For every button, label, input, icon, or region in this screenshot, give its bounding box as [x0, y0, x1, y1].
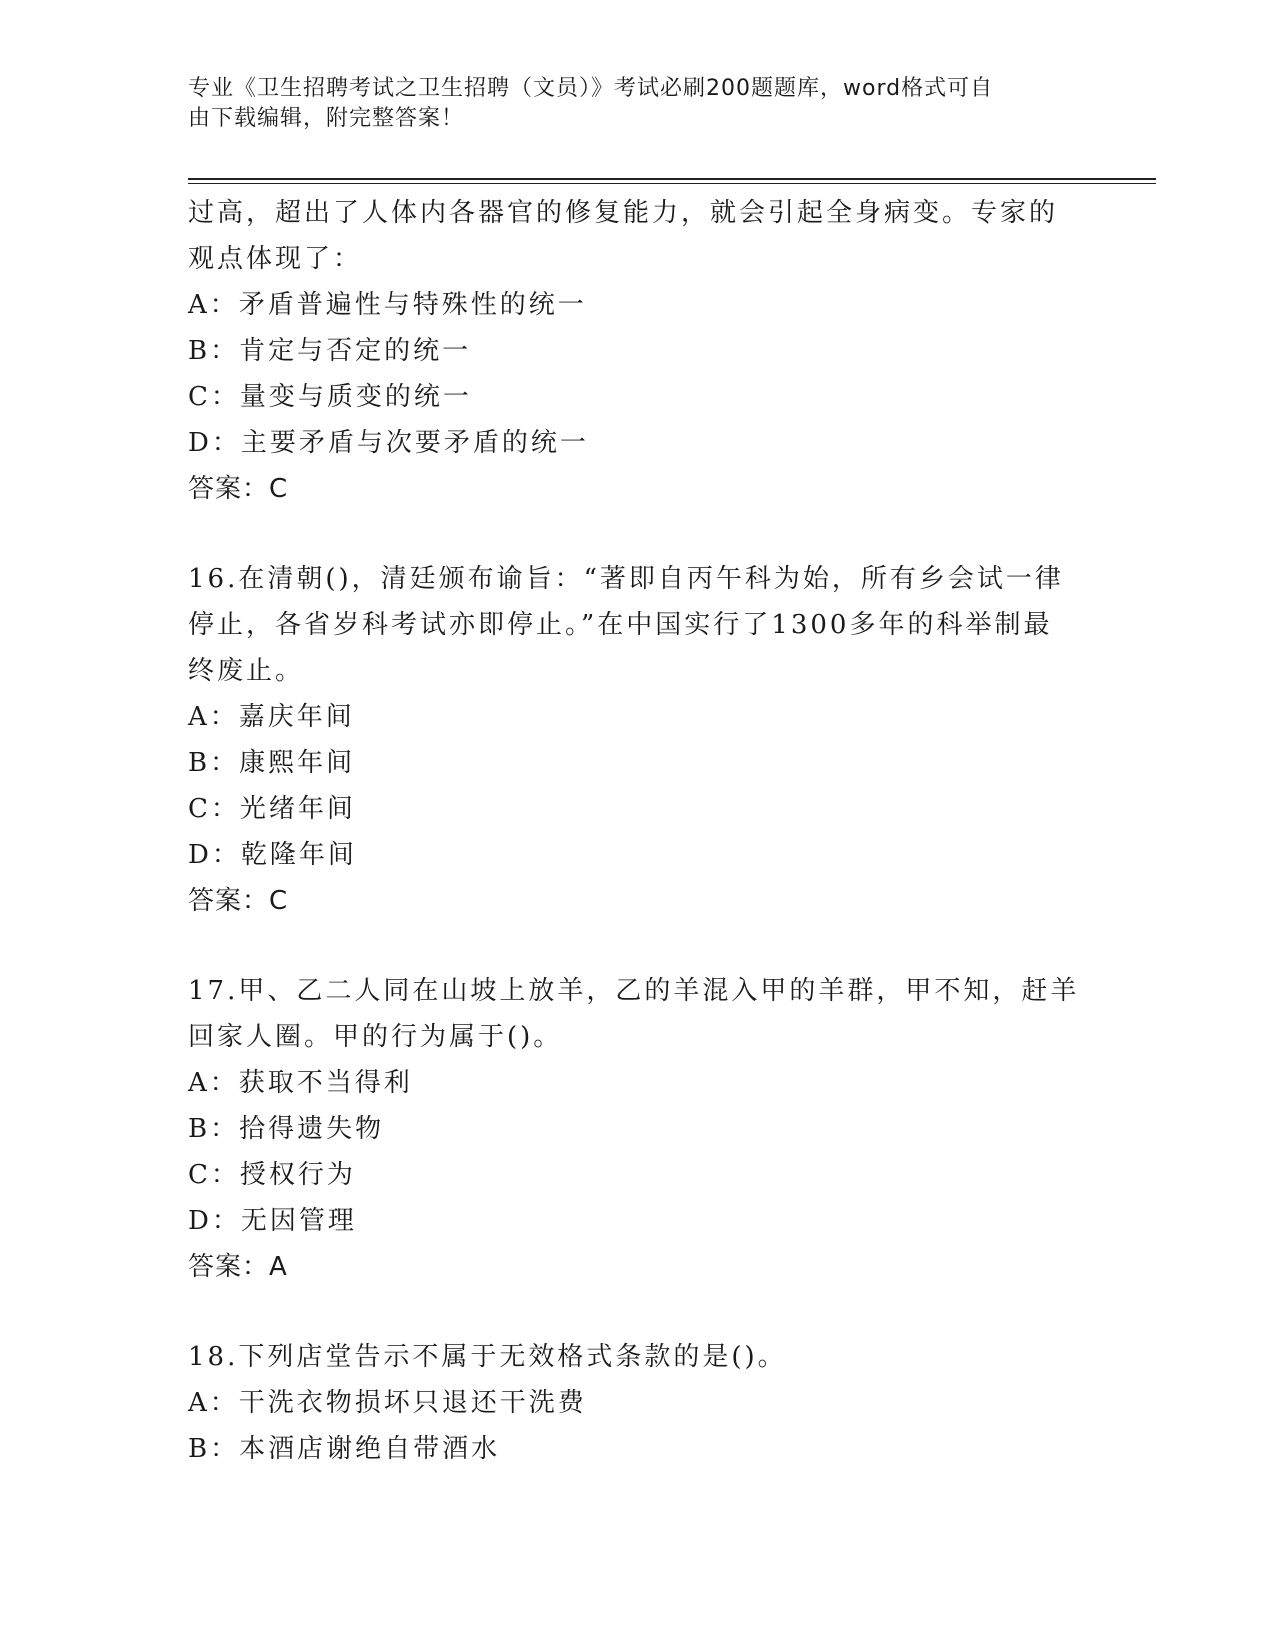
option-b: B：本酒店谢绝自带酒水 — [188, 1434, 501, 1464]
question-15 — [188, 190, 1088, 512]
question-stem-line: 17.甲、乙二人同在山坡上放羊，乙的羊混入甲的羊群，甲不知，赶羊 — [188, 976, 1080, 1006]
option-b: B：肯定与否定的统一 — [188, 336, 472, 366]
option-b: B：康熙年间 — [188, 748, 356, 778]
document-header — [188, 74, 1068, 134]
option-a: A：矛盾普遍性与特殊性的统一 — [188, 290, 587, 320]
question-17 — [188, 968, 1088, 1290]
answer-label: 答案：C — [188, 886, 289, 916]
question-stem-line: 观点体现了： — [188, 244, 363, 274]
question-stem-line: 回家人圈。甲的行为属于()。 — [188, 1022, 563, 1052]
question-spacer — [188, 1290, 1088, 1334]
question-16 — [188, 556, 1088, 924]
question-stem-line: 18.下列店堂告示不属于无效格式条款的是()。 — [188, 1342, 787, 1372]
question-18 — [188, 1334, 1088, 1472]
option-a: A：嘉庆年间 — [188, 702, 355, 732]
header-divider-thick — [188, 178, 1156, 180]
option-d: D：无因管理 — [188, 1206, 357, 1236]
question-list — [188, 190, 1088, 1472]
question-stem-line: 16.在清朝()，清廷颁布谕旨：“著即自丙午科为始，所有乡会试一律 — [188, 564, 1064, 594]
answer-label: 答案：C — [188, 474, 289, 504]
question-spacer — [188, 924, 1088, 968]
header-line-2: 由下载编辑，附完整答案！ — [188, 106, 465, 131]
option-a: A：获取不当得利 — [188, 1068, 413, 1098]
question-stem-line: 过高，超出了人体内各器官的修复能力，就会引起全身病变。专家的 — [188, 198, 1059, 228]
header-line-1: 专业《卫生招聘考试之卫生招聘（文员）》考试必刷200题题库，word格式可自 — [188, 76, 994, 101]
option-d: D：乾隆年间 — [188, 840, 357, 870]
answer-label: 答案：A — [188, 1252, 288, 1282]
question-stem-line: 停止，各省岁科考试亦即停止。”在中国实行了1300多年的科举制最 — [188, 610, 1053, 640]
question-spacer — [188, 512, 1088, 556]
option-b: B：拾得遗失物 — [188, 1114, 385, 1144]
option-a: A：干洗衣物损坏只退还干洗费 — [188, 1388, 587, 1418]
header-divider-thin — [188, 183, 1156, 184]
option-c: C：授权行为 — [188, 1160, 356, 1190]
question-stem-line: 终废止。 — [188, 656, 305, 686]
option-c: C：光绪年间 — [188, 794, 356, 824]
option-d: D：主要矛盾与次要矛盾的统一 — [188, 428, 589, 458]
option-c: C：量变与质变的统一 — [188, 382, 472, 412]
